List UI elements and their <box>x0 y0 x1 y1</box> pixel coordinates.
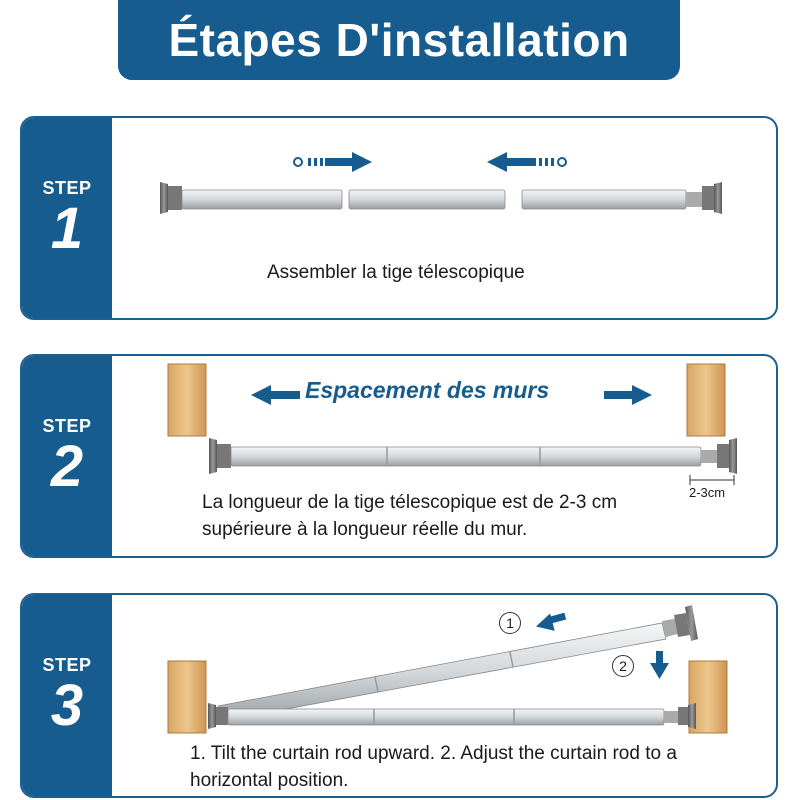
left-wall-block <box>168 364 206 436</box>
step-2-card <box>20 354 778 558</box>
wall-spacing-label: Espacement des murs <box>305 377 550 403</box>
gap-dimension-marker <box>690 475 734 485</box>
step-label: STEP <box>42 177 92 198</box>
double-arrow-right-icon <box>604 385 652 405</box>
tilt-arrow-icon <box>534 613 567 636</box>
step-marker-2: 2 <box>612 655 634 677</box>
left-wall-block <box>168 661 206 733</box>
step-1-card <box>20 116 778 320</box>
step-label: STEP <box>42 655 92 675</box>
push-right-arrow-icon <box>294 152 372 172</box>
rod-left-segment <box>160 182 342 214</box>
rod-middle-segment <box>349 190 505 209</box>
page-title: Étapes D'installation <box>118 0 680 80</box>
step-2-caption: La longueur de la tige télescopique est de 2-3 cm supérieure à la longueur réelle du mur. <box>202 492 618 540</box>
rod-right-segment <box>522 182 722 214</box>
right-wall-block <box>687 364 725 436</box>
step-1-illustration <box>22 118 778 320</box>
push-left-arrow-icon <box>487 152 566 172</box>
step-number: 2 <box>50 433 84 499</box>
step-3-card <box>20 593 778 798</box>
step-3-caption: 1. Tilt the curtain rod upward. 2. Adjust the curtain rod to a horizontal position. <box>190 743 677 791</box>
down-arrow-icon <box>650 651 669 679</box>
double-arrow-left-icon <box>251 385 300 405</box>
telescopic-rod <box>209 438 737 474</box>
step-marker-1: 1 <box>499 612 521 634</box>
step-number: 3 <box>50 673 84 738</box>
step-label: STEP <box>42 415 92 436</box>
gap-label: 2-3cm <box>689 485 726 500</box>
step-number: 1 <box>50 195 84 261</box>
step-1-caption: Assembler la tige télescopique <box>267 262 525 283</box>
